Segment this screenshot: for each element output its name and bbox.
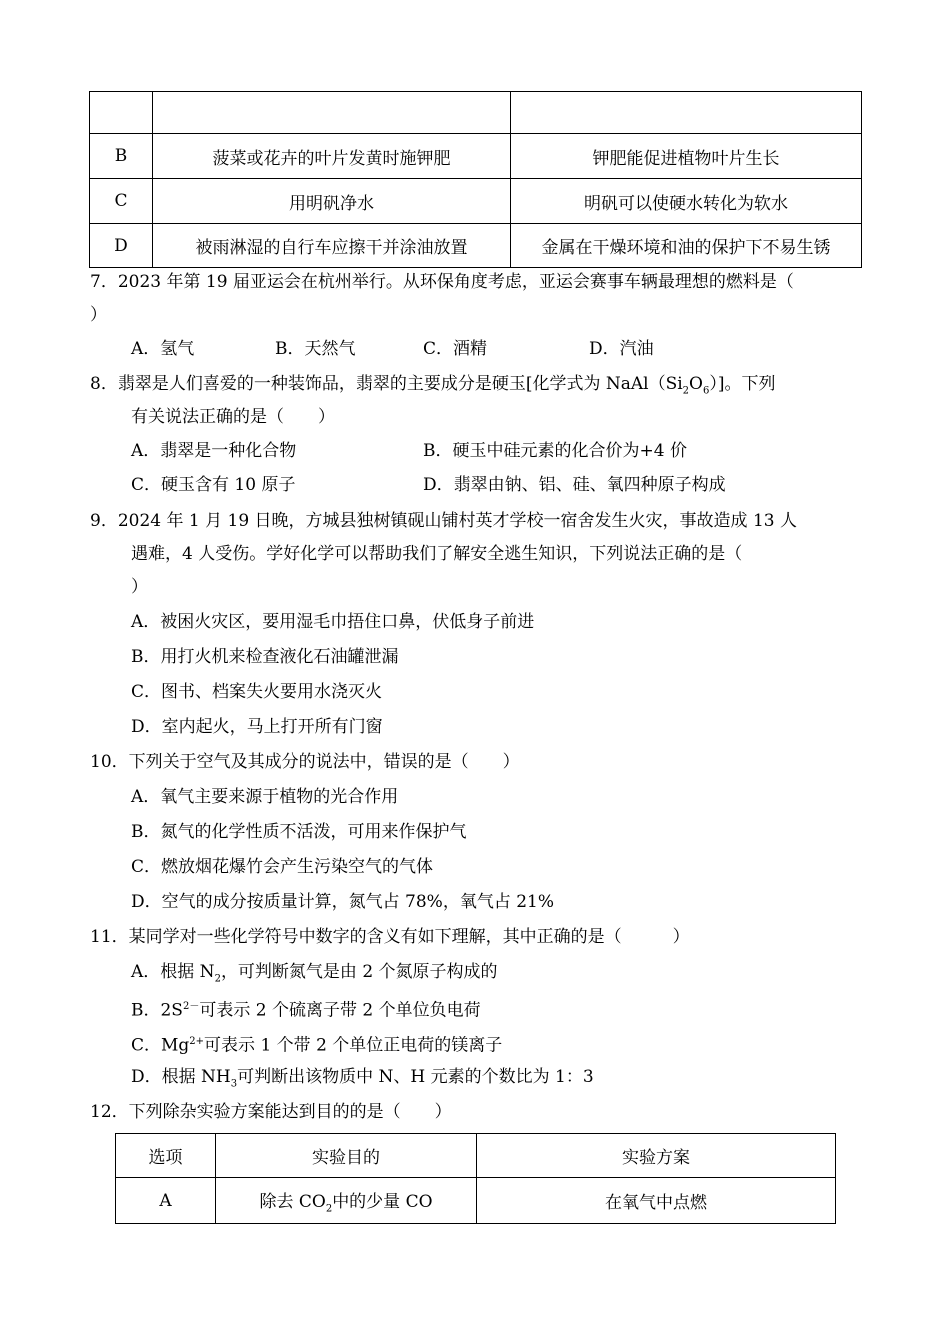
q8-option-b: B．硬玉中硅元素的化合价为+4 价: [423, 441, 687, 461]
table-row: [116, 1178, 836, 1224]
table-header-cell: 实验方案: [477, 1134, 836, 1178]
q10-option-a: A．氧气主要来源于植物的光合作用: [131, 787, 399, 807]
table-cell: C: [90, 179, 153, 224]
question-9-text: 9．2024 年 1 月 19 日晚，方城县独树镇砚山铺村英才学校一宿舍发生火灾，事故造成 13 人: [90, 511, 797, 531]
question-7-text: 7．2023 年第 19 届亚运会在杭州举行。从环保角度考虑，亚运会赛事车辆最理想的燃料是（: [90, 272, 794, 292]
q7-option-d: D．汽油: [589, 339, 654, 359]
q7-option-c: C．酒精: [423, 339, 488, 359]
table-cell: 除去 $CO_2$中的少量 CO: [216, 1178, 477, 1224]
question-7-text-cont: ）: [90, 305, 107, 325]
question-12-text: 12．下列除杂实验方案能达到目的的是（ ）: [90, 1102, 452, 1122]
q9-option-b: B．用打火机来检查液化石油罐泄漏: [131, 647, 399, 667]
q11-option-a: A．根据 $N_2$，可判断氮气是由 2 个氮原子构成的: [131, 962, 498, 985]
q11-option-d: D．根据 $NH_3$可判断出该物质中 N、H 元素的个数比为 1：3: [131, 1067, 594, 1090]
q9-option-c: C．图书、档案失火要用水浇灭火: [131, 682, 383, 702]
q7-option-a: A．氢气: [131, 339, 195, 359]
table-cell: 用明矾净水: [153, 179, 511, 224]
q12-table: [115, 1133, 836, 1224]
question-8-text-cont: 有关说法正确的是（ ）: [131, 407, 335, 427]
q11-option-c: C．$Mg^{2+}$可表示 1 个带 2 个单位正电荷的镁离子: [131, 1035, 503, 1056]
top-table: [89, 91, 862, 268]
question-11-text: 11．某同学对一些化学符号中数字的含义有如下理解，其中正确的是（ ）: [90, 927, 690, 947]
table-header-cell: 选项: [116, 1134, 216, 1178]
question-8-text: 8．翡翠是人们喜爱的一种装饰品，翡翠的主要成分是硬玉[化学式为 $NaAl(Si_2O_6)$]。下列: [90, 374, 776, 397]
q8-option-a: A．翡翠是一种化合物: [131, 441, 297, 461]
table-row: [90, 224, 862, 268]
q10-option-d: D．空气的成分按质量计算，氮气占 78%，氧气占 21%: [131, 892, 555, 912]
q9-option-d: D．室内起火，马上打开所有门窗: [131, 717, 383, 737]
q9-option-a: A．被困火灾区，要用湿毛巾捂住口鼻，伏低身子前进: [131, 612, 535, 632]
table-row: [90, 92, 862, 134]
table-cell: B: [90, 134, 153, 179]
q10-option-c: C．燃放烟花爆竹会产生污染空气的气体: [131, 857, 434, 877]
table-cell: 被雨淋湿的自行车应擦干并涂油放置: [153, 224, 511, 268]
table-cell: D: [90, 224, 153, 268]
q8-option-d: D．翡翠由钠、铝、硅、氧四种原子构成: [423, 475, 726, 495]
question-9-text-cont2: ）: [131, 577, 148, 597]
table-cell: 钾肥能促进植物叶片生长: [511, 134, 862, 179]
table-cell: [90, 92, 153, 134]
table-row: [90, 179, 862, 224]
q8-option-c: C．硬玉含有 10 原子: [131, 475, 296, 495]
q11-option-b: B．$2S^{2-}$可表示 2 个硫离子带 2 个单位负电荷: [131, 1000, 481, 1021]
table-header-row: [116, 1134, 836, 1178]
table-cell: 金属在干燥环境和油的保护下不易生锈: [511, 224, 862, 268]
table-cell: 明矾可以使硬水转化为软水: [511, 179, 862, 224]
table-cell: A: [116, 1178, 216, 1224]
question-9-text-cont: 遇难，4 人受伤。学好化学可以帮助我们了解安全逃生知识，下列说法正确的是（: [131, 544, 743, 564]
q7-option-b: B．天然气: [275, 339, 356, 359]
q10-option-b: B．氮气的化学性质不活泼，可用来作保护气: [131, 822, 467, 842]
table-cell: 在氧气中点燃: [477, 1178, 836, 1224]
table-cell: [511, 92, 862, 134]
table-row: [90, 134, 862, 179]
table-cell: 菠菜或花卉的叶片发黄时施钾肥: [153, 134, 511, 179]
question-10-text: 10．下列关于空气及其成分的说法中，错误的是（ ）: [90, 752, 520, 772]
table-cell: [153, 92, 511, 134]
table-header-cell: 实验目的: [216, 1134, 477, 1178]
